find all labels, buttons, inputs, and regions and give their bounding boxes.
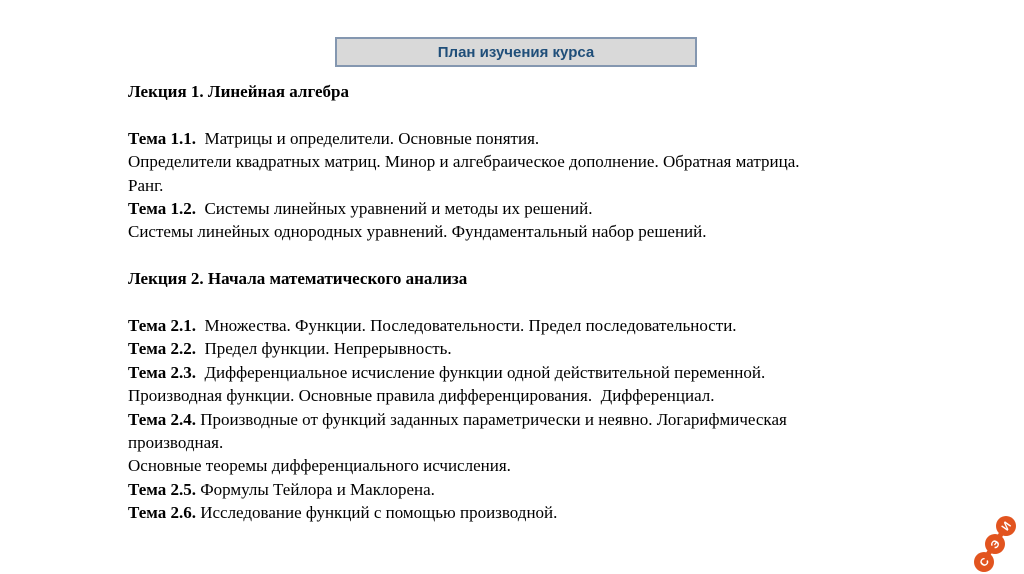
topic-1-2-line-2: Системы линейных однородных уравнений. Фундаментальный набор решений. xyxy=(128,222,707,242)
topic-text: Дифференциальное исчисление функции одной действительной переменной. xyxy=(195,362,766,382)
topic-text: Исследование функций с помощью производной. xyxy=(195,503,558,523)
topic-text: Предел функции. Непрерывность. xyxy=(195,339,452,359)
topic-text: Матрицы и определители. Основные понятия. xyxy=(195,128,540,148)
logo-letter-1: И xyxy=(999,519,1015,534)
course-plan-content xyxy=(128,80,928,525)
spacer xyxy=(128,244,928,267)
topic-text: Системы линейных уравнений и методы их решений. xyxy=(195,199,593,219)
topic-label: Тема 2.1. xyxy=(128,316,196,336)
topic-1-1 xyxy=(128,127,928,150)
topic-label: Тема 2.4. xyxy=(128,409,196,429)
spacer xyxy=(128,291,928,314)
title-box xyxy=(335,37,697,67)
topic-2-3 xyxy=(128,361,928,384)
topic-text: Производные от функций заданных параметрически и неявно. Логарифмическая xyxy=(195,409,787,429)
spacer xyxy=(128,103,928,126)
topic-label: Тема 1.1. xyxy=(128,128,196,148)
topic-2-4-line-3: Основные теоремы дифференциального исчисления. xyxy=(128,456,511,476)
topic-label: Тема 2.2. xyxy=(128,339,196,359)
ies-logo-icon xyxy=(968,510,1024,574)
topic-label: Тема 1.2. xyxy=(128,199,196,219)
topic-1-1-line-2: Определители квадратных матриц. Минор и алгебраическое дополнение. Обратная матрица. xyxy=(128,152,800,172)
topic-1-2 xyxy=(128,197,928,220)
logo-letter-2: Э xyxy=(988,537,1003,552)
topic-label: Тема 2.6. xyxy=(128,503,196,523)
topic-text: Формулы Тейлора и Маклорена. xyxy=(195,479,435,499)
topic-label: Тема 2.3. xyxy=(128,362,196,382)
topic-2-1 xyxy=(128,314,928,337)
topic-2-6 xyxy=(128,501,928,524)
topic-1-1-line-3: Ранг. xyxy=(128,175,164,195)
lecture-2-heading: Лекция 2. Начала математического анализа xyxy=(128,269,468,289)
topic-2-4 xyxy=(128,408,928,431)
lecture-1-heading: Лекция 1. Линейная алгебра xyxy=(128,82,349,101)
page-title: План изучения курса xyxy=(437,43,595,61)
logo-letter-3: С xyxy=(977,555,993,570)
topic-2-3-line-2: Производная функции. Основные правила дифференцирования. Дифференциал. xyxy=(128,386,715,406)
topic-2-5 xyxy=(128,478,928,501)
topic-label: Тема 2.5. xyxy=(128,479,196,499)
topic-text: Множества. Функции. Последовательности. Предел последовательности. xyxy=(195,316,737,336)
topic-2-4-line-2: производная. xyxy=(128,433,224,453)
topic-2-2 xyxy=(128,337,928,360)
